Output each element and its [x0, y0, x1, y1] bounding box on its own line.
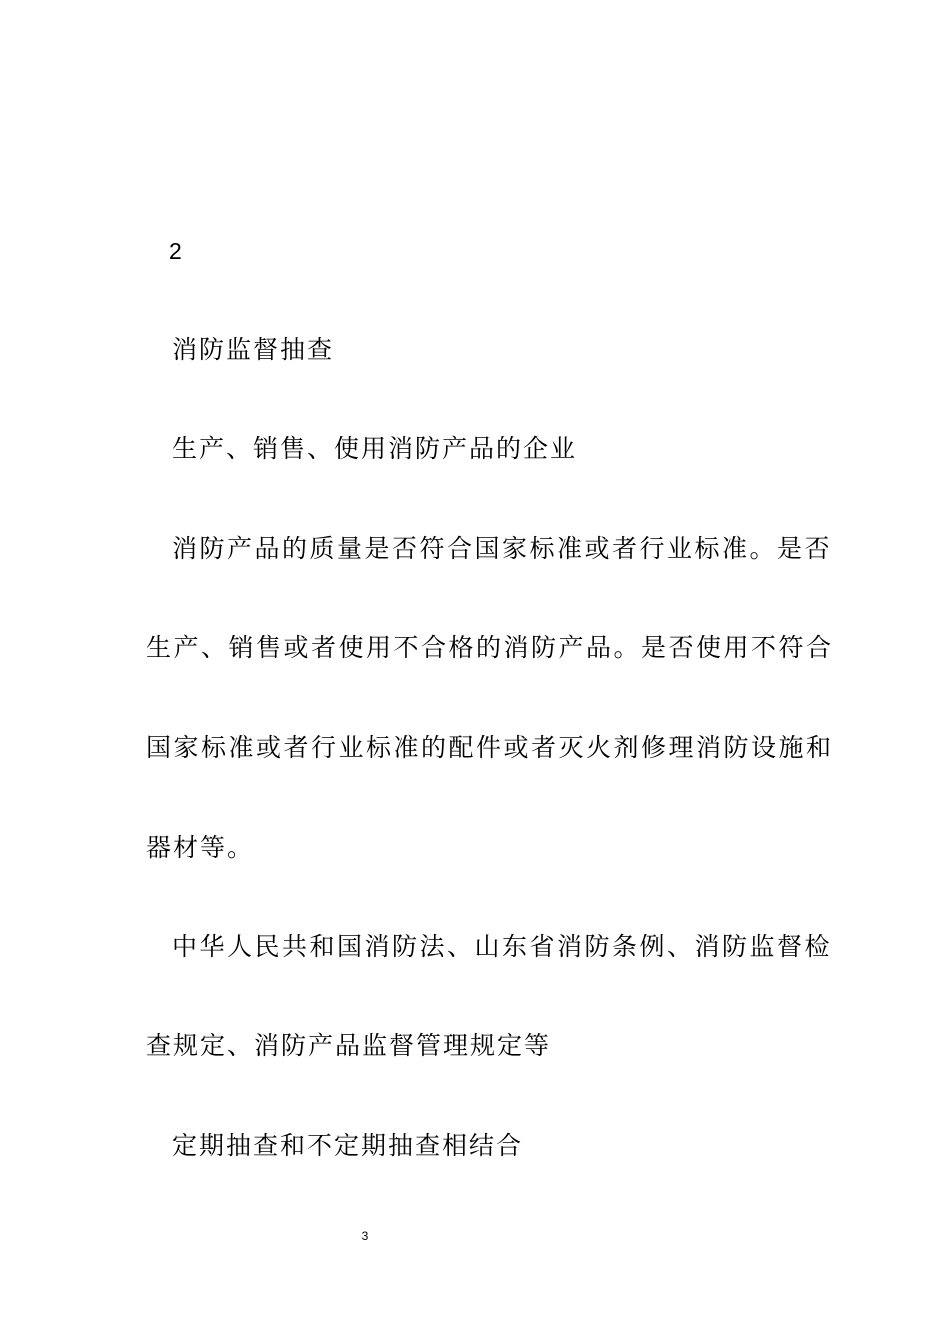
basis-line-2: 查规定、消防产品监督管理规定等 — [146, 1031, 552, 1060]
content-line-4: 器材等。 — [146, 833, 255, 862]
content-line-3: 国家标准或者行业标准的配件或者灭火剂修理消防设施和 — [146, 733, 834, 762]
item-number: 2 — [169, 238, 184, 264]
content-line-2: 生产、销售或者使用不合格的消防产品。是否使用不符合 — [146, 633, 834, 662]
content-line-1: 消防产品的质量是否符合国家标准或者行业标准。是否 — [172, 534, 833, 563]
page-number: 3 — [361, 1229, 369, 1243]
item-name: 消防监督抽查 — [172, 335, 335, 364]
basis-line-1: 中华人民共和国消防法、山东省消防条例、消防监督检 — [172, 932, 833, 961]
inspection-method: 定期抽查和不定期抽查相结合 — [172, 1131, 524, 1160]
inspection-target: 生产、销售、使用消防产品的企业 — [172, 434, 578, 463]
